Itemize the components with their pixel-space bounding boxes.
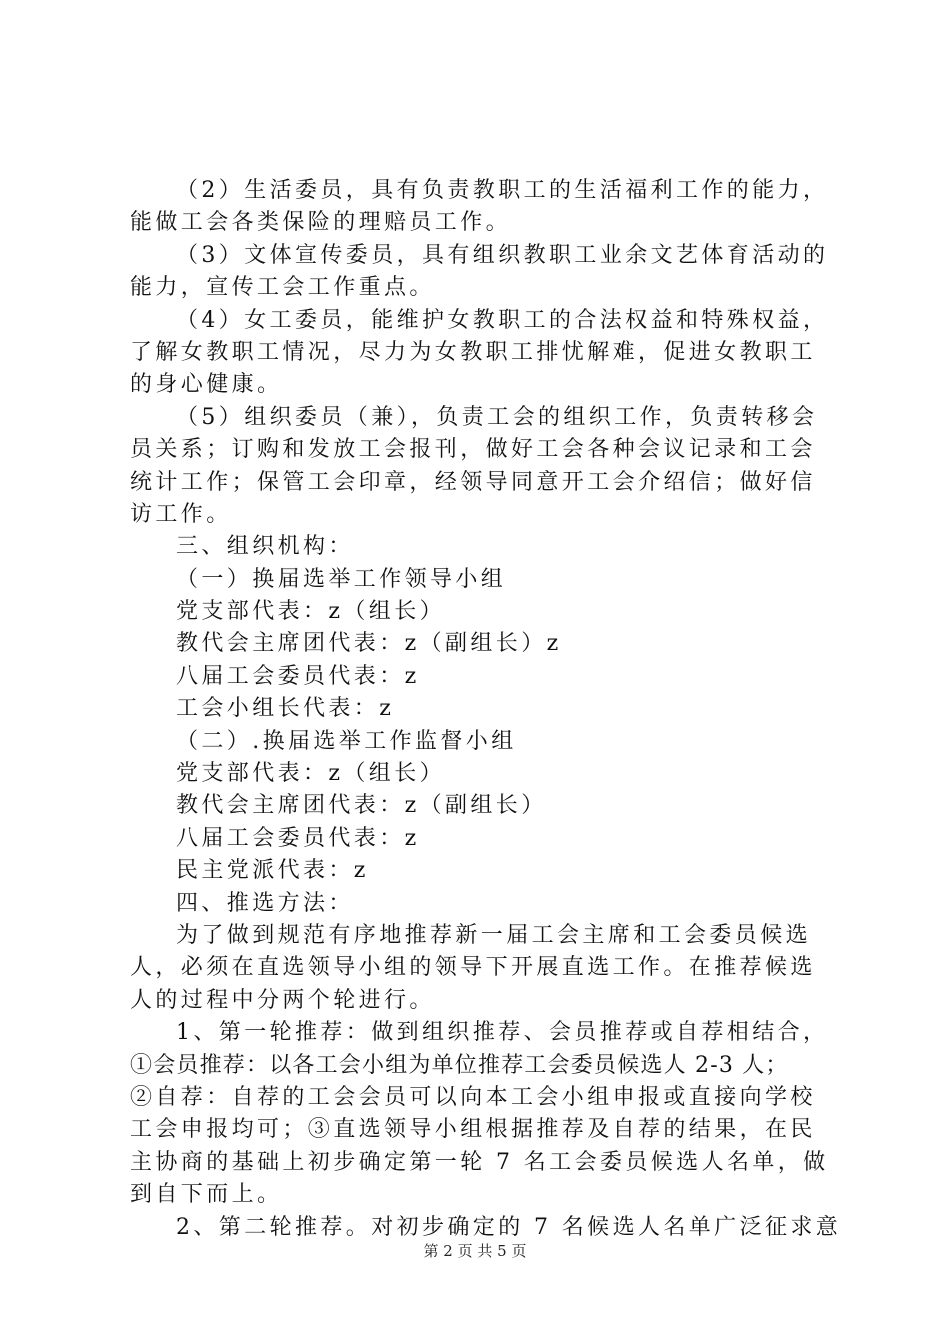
text-line: 能做工会各类保险的理赔员工作。 — [130, 210, 512, 236]
text-line: 了解女教职工情况，尽力为女教职工排忧解难，促进女教职工 — [130, 339, 816, 365]
text-line: 教代会主席团代表：z（副组长） — [176, 793, 547, 819]
text-line: 主协商的基础上初步确定第一轮 7 名工会委员候选人名单，做 — [130, 1149, 829, 1175]
section-heading: 三、组织机构： — [176, 534, 354, 560]
text-line: ①会员推荐：以各工会小组为单位推荐工会委员候选人 2-3 人； — [130, 1052, 789, 1078]
text-line: 工会小组长代表：z — [176, 696, 395, 722]
text-line: （2）生活委员，具有负责教职工的生活福利工作的能力， — [176, 178, 829, 203]
page-number-label: 第 2 页 共 5 页 — [423, 1242, 527, 1260]
text-line: ②自荐：自荐的工会会员可以向本工会小组申报或直接向学校 — [130, 1084, 816, 1110]
section-heading: 四、推选方法： — [176, 890, 354, 916]
text-line: 人，必须在直选领导小组的领导下开展直选工作。在推荐候选 — [130, 955, 816, 981]
text-line: 员关系；订购和发放工会报刊，做好工会各种会议记录和工会 — [130, 437, 816, 463]
page-footer — [0, 1240, 950, 1261]
text-line: 党支部代表：z（组长） — [176, 599, 445, 625]
text-line: 到自下而上。 — [130, 1182, 283, 1208]
text-line: （3）文体宣传委员，具有组织教职工业余文艺体育活动的 — [176, 242, 829, 268]
text-line: 访工作。 — [130, 501, 232, 527]
text-line: （5）组织委员（兼），负责工会的组织工作，负责转移会 — [176, 404, 818, 430]
text-line: 八届工会委员代表：z — [176, 663, 420, 689]
text-line: 工会申报均可；③直选领导小组根据推荐及自荐的结果，在民 — [130, 1117, 816, 1143]
subsection-heading: （一）换届选举工作领导小组 — [176, 566, 507, 592]
text-line: 2、第二轮推荐。对初步确定的 7 名候选人名单广泛征求意 — [176, 1214, 842, 1240]
text-line: 八届工会委员代表：z — [176, 825, 420, 851]
text-line: 人的过程中分两个轮进行。 — [130, 987, 435, 1013]
subsection-heading: （二）.换届选举工作监督小组 — [176, 728, 517, 754]
text-line: 为了做到规范有序地推荐新一届工会主席和工会委员候选 — [176, 922, 812, 948]
text-line: 能力，宣传工会工作重点。 — [130, 275, 435, 301]
text-line: 党支部代表：z（组长） — [176, 761, 445, 787]
document-body — [130, 175, 842, 1244]
text-line: 的身心健康。 — [130, 372, 283, 398]
text-line: 教代会主席团代表：z（副组长）z — [176, 631, 562, 657]
text-line: 1、第一轮推荐：做到组织推荐、会员推荐或自荐相结合， — [176, 1020, 829, 1046]
text-line: 民主党派代表：z — [176, 858, 369, 884]
text-line: 统计工作；保管工会印章，经领导同意开工会介绍信；做好信 — [130, 469, 816, 495]
text-line: （4）女工委员，能维护女教职工的合法权益和特殊权益， — [176, 307, 829, 333]
